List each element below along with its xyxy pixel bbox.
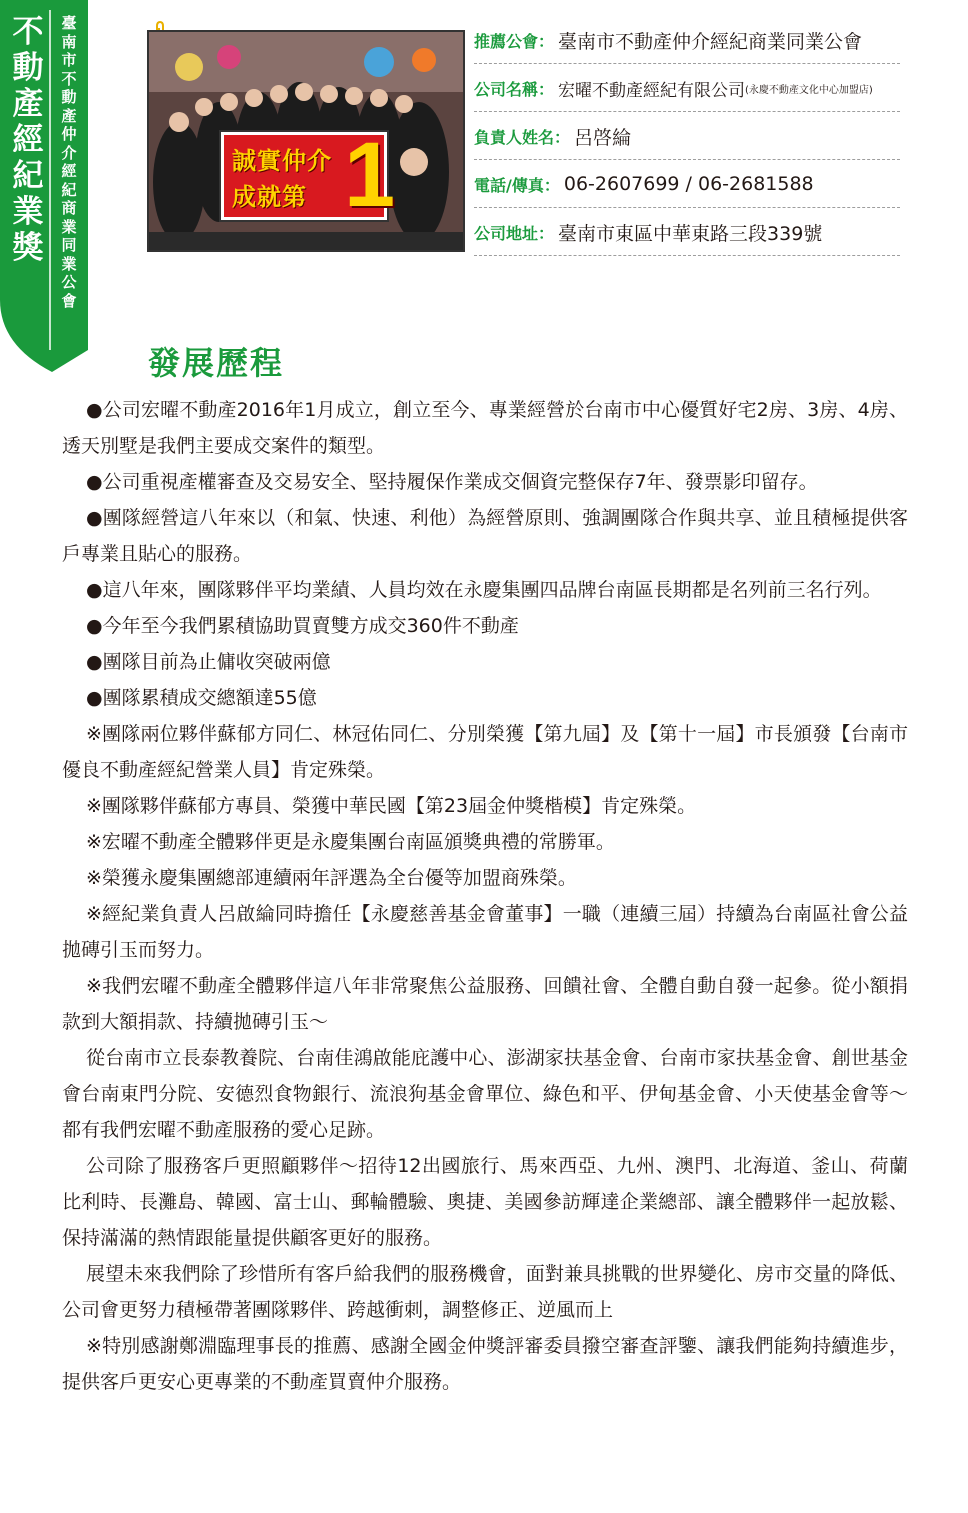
sign-line-1: 誠實仲介 bbox=[232, 147, 332, 175]
section-heading: 發展歷程 bbox=[148, 344, 285, 382]
info-row-phone bbox=[474, 160, 900, 208]
info-row-owner bbox=[474, 112, 900, 160]
info-label: 公司地址： bbox=[474, 223, 555, 243]
paragraph: ※特別感謝鄭淵臨理事長的推薦、感謝全國金仲獎評審委員撥空審查評鑒、讓我們能夠持續進步，提供客戶更安心更專業的不動產買賣仲介服務。 bbox=[62, 1335, 908, 1393]
paragraph: ●公司宏曜不動產2016年1月成立，創立至今、專業經營於台南市中心優質好宅2房、3房、4房、透天別墅是我們主要成交案件的類型。 bbox=[62, 399, 908, 457]
paragraph: ●這八年來，團隊夥伴平均業績、人員均效在永慶集團四品牌台南區長期都是名列前三名行列。 bbox=[86, 579, 882, 601]
company-info bbox=[474, 16, 900, 256]
paragraph: ●團隊累積成交總額達55億 bbox=[86, 687, 317, 709]
info-label: 電話/傳真： bbox=[474, 175, 560, 195]
award-title: 不動產經紀業獎 bbox=[12, 14, 44, 266]
info-label: 負責人姓名： bbox=[474, 127, 571, 147]
paragraph: ※我們宏曜不動產全體夥伴這八年非常聚焦公益服務、回饋社會、全體自動自發一起參。從小額捐款到大額捐款、持續拋磚引玉～ bbox=[62, 975, 908, 1033]
award-ribbon bbox=[0, 0, 88, 372]
info-row-company bbox=[474, 64, 900, 112]
paragraph: ※宏曜不動產全體夥伴更是永慶集團台南區頒獎典禮的常勝軍。 bbox=[86, 831, 615, 853]
sign-number: 1 bbox=[344, 124, 396, 226]
paragraph: 從台南市立長泰教養院、台南佳鴻啟能庇護中心、澎湖家扶基金會、台南市家扶基金會、創世基金會台南東門分院、安德烈食物銀行、流浪狗基金會單位、綠色和平、伊甸基金會、小天使基金會等～都有我們宏曜不動產服務的愛心足跡。 bbox=[62, 1047, 908, 1141]
team-photo bbox=[147, 30, 465, 252]
sign-line-2: 成就第 bbox=[232, 183, 307, 211]
info-value: 宏曜不動產經紀有限公司 bbox=[558, 80, 746, 101]
info-row-association bbox=[474, 16, 900, 64]
association-name-vertical: 臺南市不動產仲介經紀商業同業公會 bbox=[61, 14, 77, 310]
info-value: 呂啓綸 bbox=[574, 126, 632, 149]
info-label: 推薦公會： bbox=[474, 31, 555, 51]
paragraph: ※團隊兩位夥伴蘇郁方同仁、林冠佑同仁、分別榮獲【第九屆】及【第十一屆】市長頒發【台南市優良不動產經紀營業人員】肯定殊榮。 bbox=[62, 723, 908, 781]
paragraph: 公司除了服務客戶更照顧夥伴～招待12出國旅行、馬來西亞、九州、澳門、北海道、釜山、荷蘭比利時、長灘島、韓國、富士山、郵輪體驗、奧捷、美國參訪輝達企業總部、讓全體夥伴一起放鬆、保持滿滿的熱情跟能量提供顧客更好的服務。 bbox=[62, 1155, 908, 1249]
slogan-sign bbox=[221, 124, 396, 226]
info-label: 公司名稱： bbox=[474, 79, 555, 99]
paragraph: 展望未來我們除了珍惜所有客戶給我們的服務機會，面對兼具挑戰的世界變化、房市交量的降低、公司會更努力積極帶著團隊夥伴、跨越衝刺，調整修正、逆風而上 bbox=[62, 1263, 908, 1321]
paragraph: ※榮獲永慶集團總部連續兩年評選為全台優等加盟商殊榮。 bbox=[86, 867, 577, 889]
info-note: (永慶不動產文化中心加盟店) bbox=[745, 84, 873, 96]
info-value: 臺南市東區中華東路三段339號 bbox=[558, 222, 823, 245]
paragraph: ●團隊經營這八年來以（和氣、快速、利他）為經營原則、強調團隊合作與共享、並且積極提供客戶專業且貼心的服務。 bbox=[62, 507, 908, 565]
info-value: 臺南市不動產仲介經紀商業同業公會 bbox=[558, 30, 863, 53]
history-content bbox=[62, 392, 908, 1400]
info-value: 06-2607699 / 06-2681588 bbox=[563, 173, 814, 195]
paragraph: ●團隊目前為止傭收突破兩億 bbox=[86, 651, 331, 673]
paragraph: ※經紀業負責人呂啟綸同時擔任【永慶慈善基金會董事】一職（連續三屆）持續為台南區社會公益拋磚引玉而努力。 bbox=[62, 903, 908, 961]
paragraph: ●公司重視產權審查及交易安全、堅持履保作業成交個資完整保存7年、發票影印留存。 bbox=[86, 471, 818, 493]
info-row-address bbox=[474, 208, 900, 256]
paragraph: ※團隊夥伴蘇郁方專員、榮獲中華民國【第23屆金仲獎楷模】肯定殊榮。 bbox=[86, 795, 697, 817]
paragraph: ●今年至今我們累積協助買賣雙方成交360件不動產 bbox=[86, 615, 519, 637]
